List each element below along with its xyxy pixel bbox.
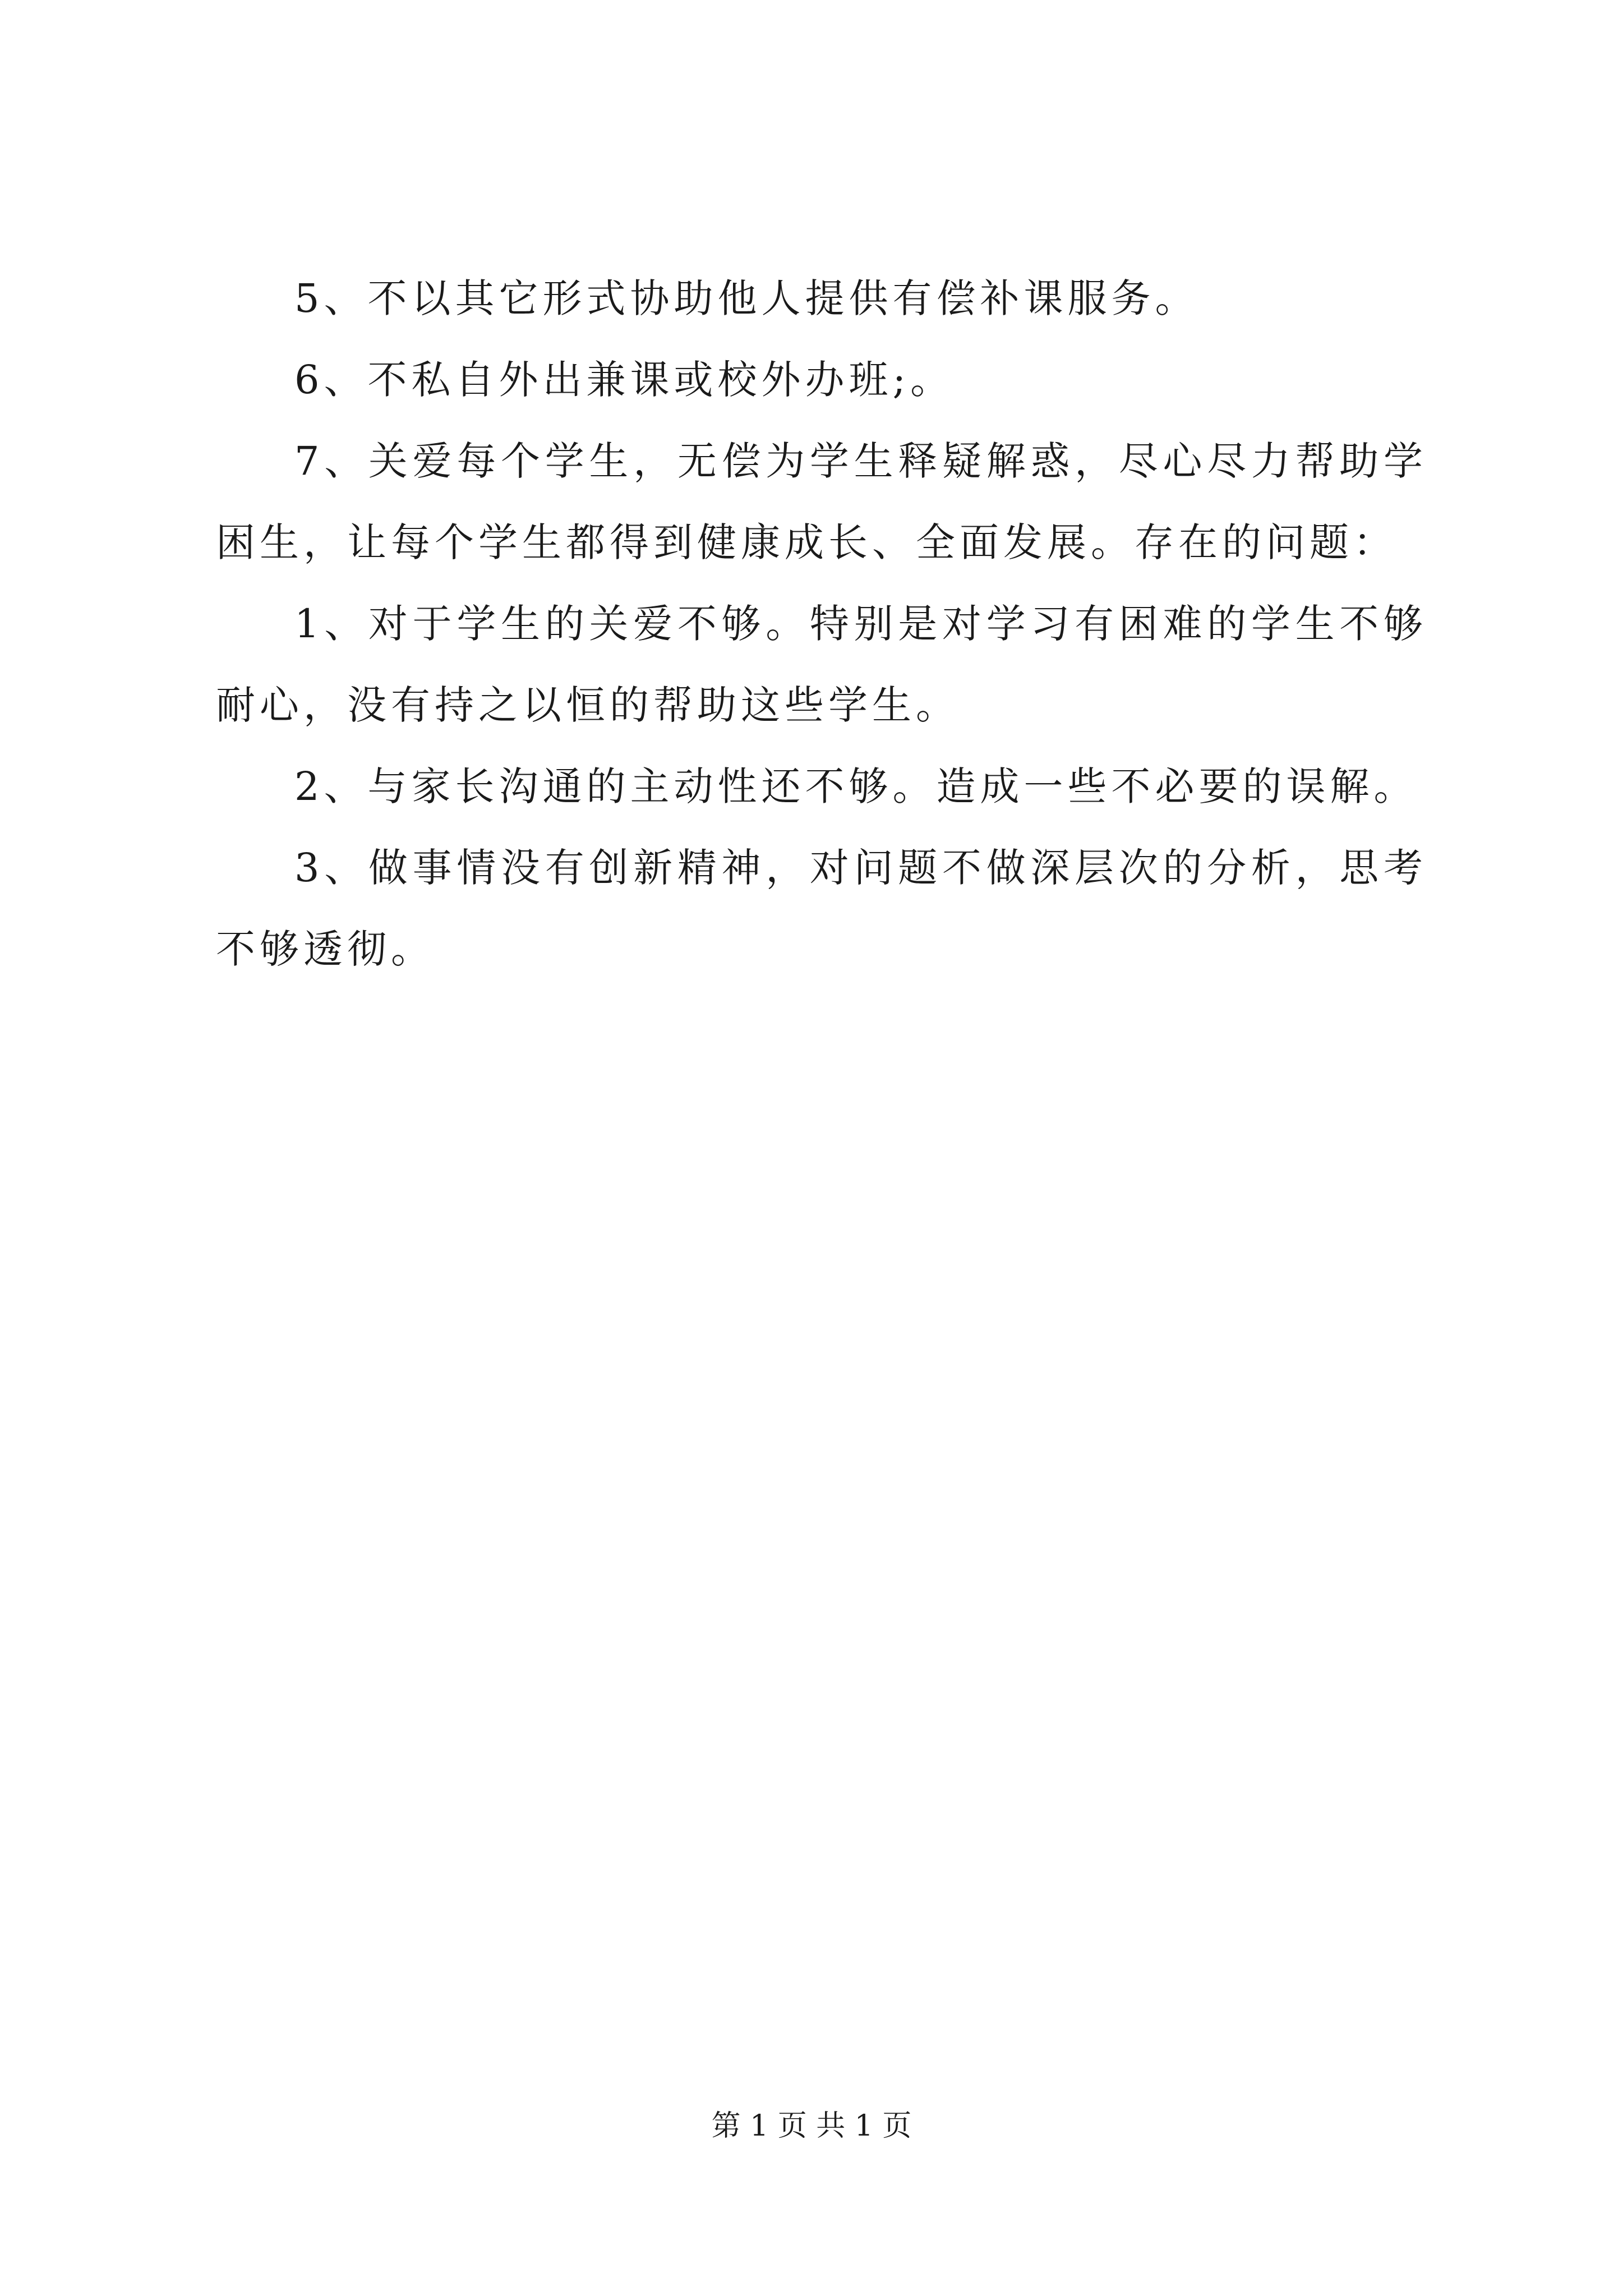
paragraph-item-6: 6、不私自外出兼课或校外办班;。 — [294, 357, 955, 403]
paragraph-problem-3: 3、做事情没有创新精神，对问题不做深层次的分析，思考不够透彻。 — [216, 845, 1427, 972]
document-body — [216, 258, 1427, 990]
paragraph-item-5: 5、不以其它形式协助他人提供有偿补课服务。 — [294, 275, 1199, 321]
paragraph-item-7: 7、关爱每个学生，无偿为学生释疑解惑，尽心尽力帮助学困生，让每个学生都得到健康成长、全面发展。存在的问题： — [216, 438, 1427, 565]
paragraph-problem-1: 1、对于学生的关爱不够。特别是对学习有困难的学生不够耐心，没有持之以恒的帮助这些学生。 — [216, 601, 1427, 728]
paragraph-problem-2: 2、与家长沟通的主动性还不够。造成一些不必要的误解。 — [294, 763, 1418, 809]
page-footer: 第 1 页 共 1 页 — [711, 2109, 912, 2143]
